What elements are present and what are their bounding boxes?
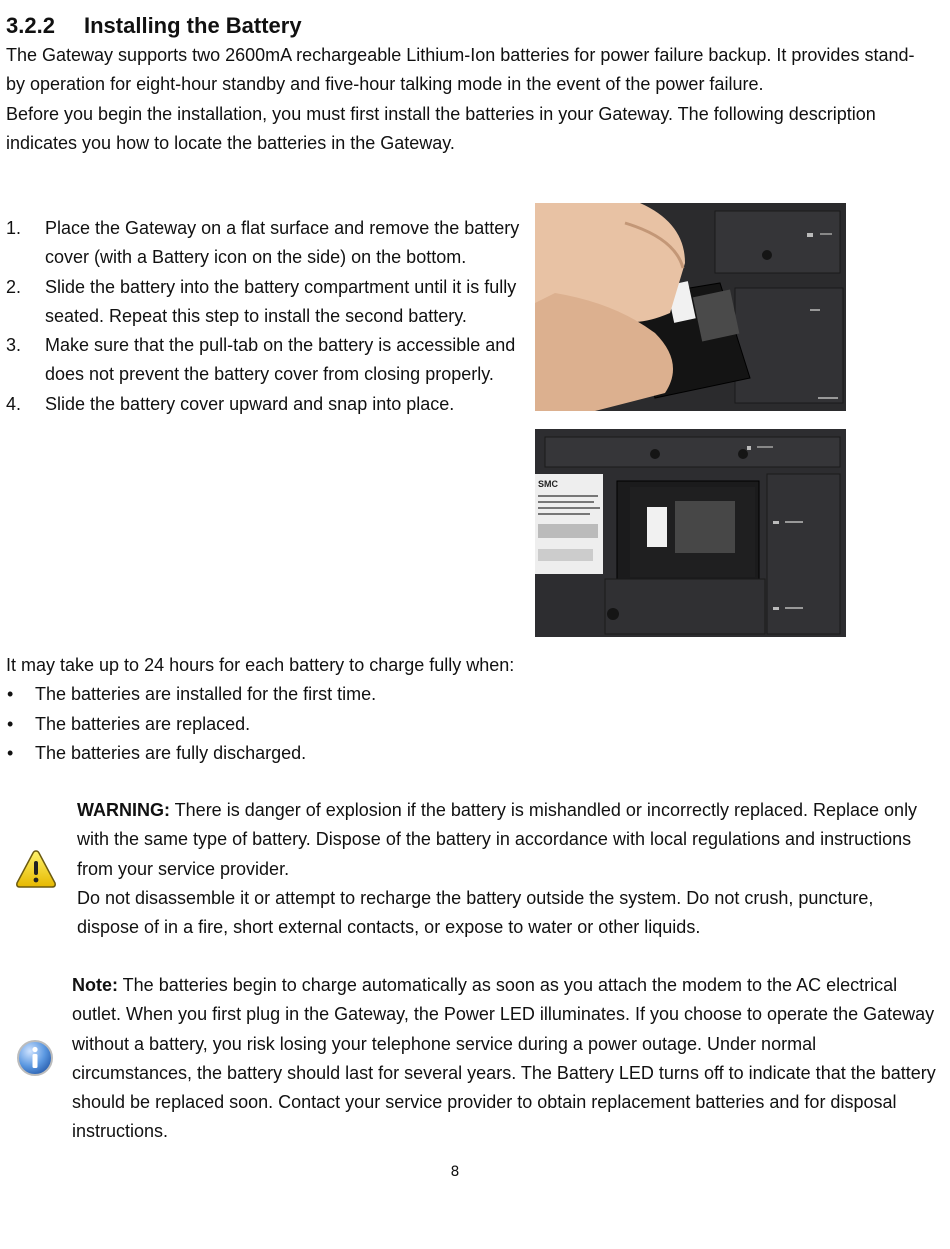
bullet-mark: • [7,713,14,734]
device-brand-label-2: SMC [538,479,558,489]
list-item-text: The batteries are replaced. [35,713,251,734]
step-item [6,214,521,273]
charging-lead: It may take up to 24 hours for each battery to charge fully when: [6,655,515,675]
intro-paragraph-1: The Gateway supports two 2600mA rechargeable Lithium-Ion batteries for power failure backup. It provides stand-by operation for eight-hour standby and five-hour talking mode in the event of the power failure. [6,45,915,95]
battery-insert-illustration [535,203,846,411]
warning-label: WARNING: [77,800,170,820]
section-title: Installing the Battery [84,13,302,38]
note-label: Note: [72,975,118,995]
photo-inserting-battery [535,203,846,411]
step-item [6,331,521,390]
step-number: 2. [6,276,22,297]
warning-paragraph [77,796,937,884]
warning-callout [77,796,937,942]
step-number: 1. [6,218,22,238]
note-paragraph [72,971,937,1147]
list-item [6,710,926,739]
step-item [6,390,521,419]
bullet-mark: • [7,742,14,763]
info-icon [16,1039,54,1077]
intro-text [6,41,926,158]
step-number: 4. [6,393,22,414]
step-text: Slide the battery into the battery compartment until it is fully seated. Repeat this step to install the second battery. [45,276,517,326]
charging-info [6,651,926,768]
battery-installed-illustration [535,429,846,637]
step-text: Make sure that the pull-tab on the battery is accessible and does not prevent the battery cover from closing properly. [45,335,516,385]
step-text: Place the Gateway on a flat surface and remove the battery cover (with a Battery icon on the side) on the bottom. [45,218,520,268]
bullet-mark: • [7,684,14,705]
step-number: 3. [6,335,22,356]
step-text: Slide the battery cover upward and snap into place. [45,393,455,414]
warning-text: There is danger of explosion if the battery is mishandled or incorrectly replaced. Replace only with the same type of battery. Dispose of the battery in accordance with local regulations and instructions from your service provider. [77,800,918,879]
photo-battery-installed [535,429,846,637]
list-item [6,680,926,709]
note-callout [72,971,937,1147]
page-number: 8 [450,1164,460,1180]
list-item [6,739,926,768]
warning-paragraph-2: Do not disassemble it or attempt to recharge the battery outside the system. Do not crush, puncture, dispose of in a fire, short external contacts, or expose to water or other liquids. [77,887,874,938]
note-text: The batteries begin to charge automatically as soon as you attach the modem to the AC electrical outlet. When you first plug in the Gateway, the Power LED illuminates. If you choose to operate the Gateway without a battery, you risk losing your telephone service during a power outage. Under normal circumstances, the battery should last for several years. The Battery LED turns off to indicate that the battery should be replaced soon. Contact your service provider to obtain replacement batteries and for disposal instructions. [72,975,936,1142]
list-item-text: The batteries are fully discharged. [35,742,307,763]
list-item-text: The batteries are installed for the first time. [35,684,377,705]
charging-conditions [6,680,926,768]
step-item [6,273,521,332]
intro-paragraph-2: Before you begin the installation, you must first install the batteries in your Gateway. The following description indicates you how to locate the batteries in the Gateway. [6,103,876,153]
section-heading [6,12,302,40]
warning-triangle-icon [15,848,57,890]
section-number: 3.2.2 [6,13,55,38]
installation-steps [6,214,521,419]
